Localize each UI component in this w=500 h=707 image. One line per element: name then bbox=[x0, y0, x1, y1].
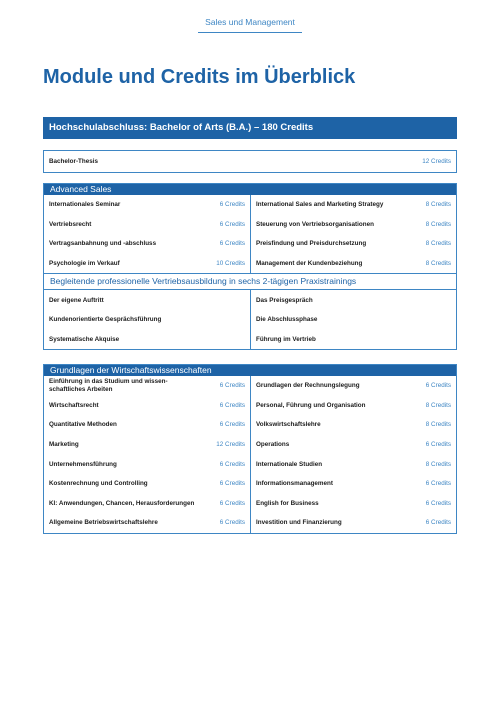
training-name: Systematische Akquise bbox=[49, 335, 120, 343]
module-name: Unternehmensführung bbox=[49, 460, 117, 468]
module-name: Quantitative Methoden bbox=[49, 421, 117, 429]
module-row bbox=[251, 215, 456, 235]
module-credits: 8 Credits bbox=[425, 401, 451, 409]
thesis-box bbox=[43, 150, 457, 173]
training-name: Der eigene Auftritt bbox=[49, 296, 104, 304]
training-row bbox=[44, 330, 250, 350]
module-row bbox=[251, 376, 456, 396]
module-credits: 6 Credits bbox=[219, 240, 245, 248]
module-row bbox=[251, 195, 456, 215]
module-row bbox=[44, 215, 250, 235]
module-row bbox=[251, 513, 456, 533]
module-row bbox=[44, 435, 250, 455]
module-credits: 12 Credits bbox=[422, 158, 451, 165]
training-column-right bbox=[251, 290, 456, 349]
brochure-kicker: Sales und Management bbox=[205, 17, 295, 27]
module-row bbox=[251, 494, 456, 514]
module-name: International Sales and Marketing Strategy bbox=[256, 201, 384, 209]
module-row bbox=[44, 454, 250, 474]
kicker-underline bbox=[198, 32, 302, 33]
module-name: Operations bbox=[256, 441, 290, 449]
module-name: Wirtschaftsrecht bbox=[49, 401, 99, 409]
training-row bbox=[44, 290, 250, 310]
module-credits: 6 Credits bbox=[219, 480, 245, 488]
training-name: Führung im Vertrieb bbox=[256, 335, 316, 343]
module-row bbox=[44, 254, 250, 274]
training-row bbox=[251, 310, 456, 330]
module-credits: 6 Credits bbox=[425, 519, 451, 527]
module-name: Psychologie im Verkauf bbox=[49, 260, 120, 268]
module-row bbox=[251, 415, 456, 435]
module-name: Preisfindung und Preisdurchsetzung bbox=[256, 240, 367, 248]
module-column-left bbox=[44, 195, 251, 273]
module-row bbox=[251, 435, 456, 455]
module-name: Investition und Finanzierung bbox=[256, 519, 342, 527]
module-credits: 6 Credits bbox=[425, 382, 451, 390]
module-row bbox=[251, 396, 456, 416]
module-credits: 6 Credits bbox=[219, 220, 245, 228]
module-credits: 6 Credits bbox=[219, 519, 245, 527]
module-row bbox=[251, 234, 456, 254]
module-credits: 8 Credits bbox=[425, 240, 451, 248]
module-column-left bbox=[44, 376, 251, 533]
module-row bbox=[251, 254, 456, 274]
grundlagen-section bbox=[43, 364, 457, 534]
training-name: Kundenorientierte Gesprächsführung bbox=[49, 316, 162, 324]
module-column-right bbox=[251, 195, 456, 273]
module-credits: 8 Credits bbox=[425, 421, 451, 429]
module-name: Personal, Führung und Organisation bbox=[256, 401, 366, 409]
module-credits: 8 Credits bbox=[425, 201, 451, 209]
module-credits: 6 Credits bbox=[425, 480, 451, 488]
module-row bbox=[44, 234, 250, 254]
module-name: Management der Kundenbeziehung bbox=[256, 260, 363, 268]
module-row bbox=[44, 396, 250, 416]
module-name: Steuerung von Vertriebsorganisationen bbox=[256, 220, 374, 228]
module-credits: 8 Credits bbox=[425, 260, 451, 268]
module-credits: 6 Credits bbox=[219, 382, 245, 390]
module-row bbox=[44, 195, 250, 215]
module-credits: 10 Credits bbox=[216, 260, 245, 268]
module-credits: 8 Credits bbox=[425, 220, 451, 228]
section-heading: Advanced Sales bbox=[44, 184, 456, 195]
module-credits: 12 Credits bbox=[216, 441, 245, 449]
training-name: Das Preisgespräch bbox=[256, 296, 313, 304]
module-credits: 6 Credits bbox=[219, 421, 245, 429]
module-row bbox=[251, 474, 456, 494]
module-name: Internationales Seminar bbox=[49, 201, 121, 209]
module-row bbox=[251, 454, 456, 474]
advanced-sales-section bbox=[43, 183, 457, 350]
module-credits: 6 Credits bbox=[219, 401, 245, 409]
module-row bbox=[44, 513, 250, 533]
module-name: Allgemeine Betriebswirtschaftslehre bbox=[49, 519, 158, 527]
module-credits: 6 Credits bbox=[425, 499, 451, 507]
training-row bbox=[44, 310, 250, 330]
module-name: Vertragsanbahnung und -abschluss bbox=[49, 240, 157, 248]
module-name: Einführung in das Studium und wissen-schaftliches Arbeiten bbox=[49, 377, 168, 393]
module-name: Vertriebsrecht bbox=[49, 220, 92, 228]
degree-banner: Hochschulabschluss: Bachelor of Arts (B.A.) – 180 Credits bbox=[43, 117, 457, 139]
module-column-right bbox=[251, 376, 456, 533]
module-row bbox=[44, 415, 250, 435]
training-column-left bbox=[44, 290, 251, 349]
training-name: Die Abschlussphase bbox=[256, 316, 318, 324]
training-heading: Begleitende professionelle Vertriebsausbildung in sechs 2-tägigen Praxistrainings bbox=[44, 273, 456, 290]
module-name: Grundlagen der Rechnungslegung bbox=[256, 382, 360, 390]
module-name: Informationsmanagement bbox=[256, 480, 333, 488]
module-name: KI: Anwendungen, Chancen, Herausforderungen bbox=[49, 499, 195, 507]
thesis-row bbox=[44, 151, 456, 172]
module-credits: 6 Credits bbox=[219, 460, 245, 468]
training-row bbox=[251, 330, 456, 350]
module-credits: 6 Credits bbox=[219, 499, 245, 507]
module-row bbox=[44, 494, 250, 514]
module-credits: 6 Credits bbox=[425, 441, 451, 449]
module-name: Volkswirtschaftslehre bbox=[256, 421, 321, 429]
module-name: Marketing bbox=[49, 441, 79, 449]
module-row bbox=[44, 376, 250, 396]
module-name: Kostenrechnung und Controlling bbox=[49, 480, 148, 488]
training-row bbox=[251, 290, 456, 310]
section-heading: Grundlagen der Wirtschaftswissenschaften bbox=[44, 365, 456, 376]
module-credits: 6 Credits bbox=[219, 201, 245, 209]
module-credits: 8 Credits bbox=[425, 460, 451, 468]
module-row bbox=[44, 474, 250, 494]
module-name: Internationale Studien bbox=[256, 460, 323, 468]
module-name: English for Business bbox=[256, 499, 319, 507]
module-name: Bachelor-Thesis bbox=[49, 158, 98, 165]
page-title: Module und Credits im Überblick bbox=[43, 66, 356, 88]
